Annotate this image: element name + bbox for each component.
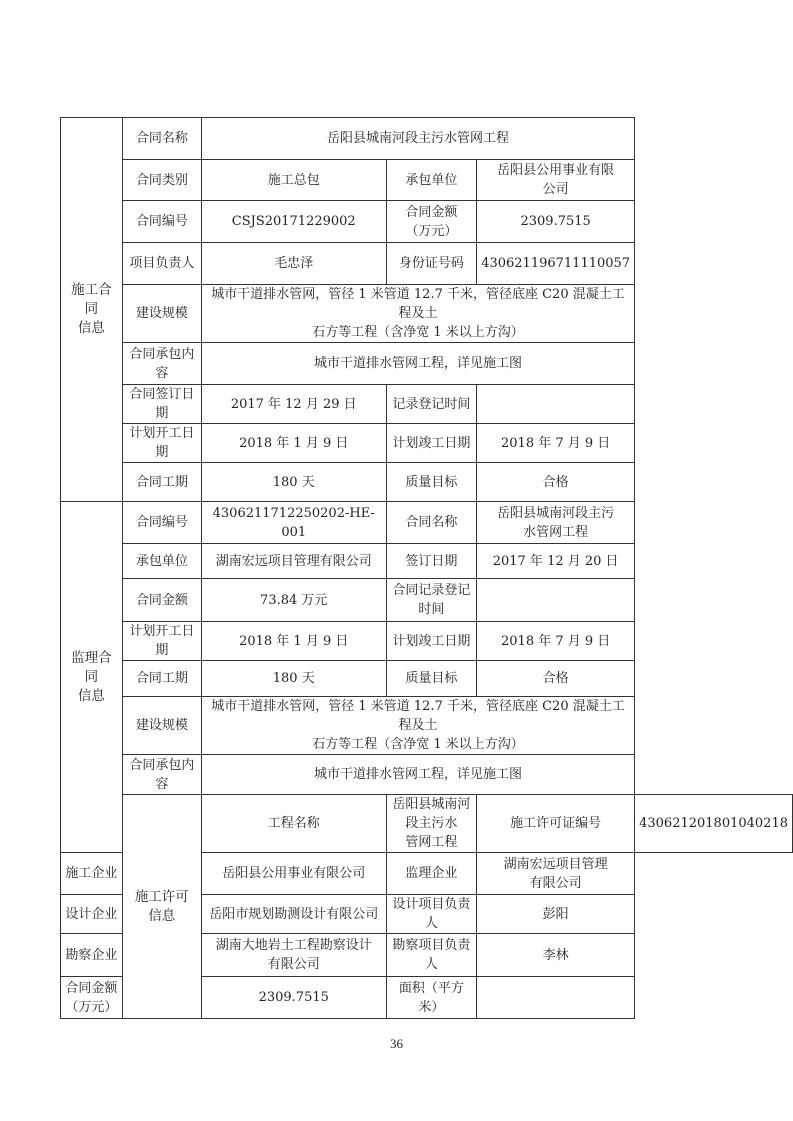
field-value: 岳阳县公用事业有限公司 — [201, 853, 386, 895]
field-label: 勘察项目负责人 — [386, 934, 477, 977]
field-label: 项目负责人 — [122, 243, 201, 285]
field-label: 合同编号 — [122, 201, 201, 243]
field-value — [477, 977, 635, 1019]
field-value: 430621196711110057 — [477, 243, 635, 285]
table-row — [61, 661, 793, 697]
table-row — [61, 544, 793, 579]
field-value: 2018 年 1 月 9 日 — [201, 622, 386, 661]
field-label: 监理企业 — [386, 853, 477, 895]
field-value: 430621201801040218 — [635, 795, 793, 853]
field-value: 180 天 — [201, 463, 386, 502]
field-value: 2018 年 1 月 9 日 — [201, 424, 386, 463]
field-value: 73.84 万元 — [201, 579, 386, 622]
field-label: 施工许可证编号 — [477, 795, 635, 853]
table-row — [61, 579, 793, 622]
field-label: 合同名称 — [122, 118, 201, 160]
field-value: 城市干道排水管网工程，详见施工图 — [201, 343, 634, 385]
field-label: 合同金额 （万元） — [386, 201, 477, 243]
table-row — [61, 160, 793, 201]
field-label: 建设规模 — [122, 697, 201, 755]
field-value: 毛忠泽 — [201, 243, 386, 285]
table-row — [61, 201, 793, 243]
field-label: 合同金额 — [122, 579, 201, 622]
field-value — [477, 579, 635, 622]
field-label: 建设规模 — [122, 285, 201, 343]
field-label: 面积（平方米） — [386, 977, 477, 1019]
field-value: 施工总包 — [201, 160, 386, 201]
field-label: 施工企业 — [61, 853, 123, 895]
field-label: 记录登记时间 — [386, 385, 477, 424]
field-label: 合同工期 — [122, 661, 201, 697]
page-number: 36 — [390, 1036, 403, 1051]
table-row — [61, 343, 793, 385]
field-value: 合格 — [477, 463, 635, 502]
field-label: 身份证号码 — [386, 243, 477, 285]
table-row — [61, 285, 793, 343]
section-construction-contract: 施工合同 信息 — [61, 118, 123, 502]
field-label: 合同类别 — [122, 160, 201, 201]
field-value — [477, 385, 635, 424]
field-value: 4306211712250202-HE-001 — [201, 502, 386, 544]
table-row — [61, 463, 793, 502]
table-row — [61, 502, 793, 544]
project-info-table — [60, 117, 793, 1019]
field-value: 岳阳县城南河段主污水 管网工程 — [386, 795, 477, 853]
field-value: 合格 — [477, 661, 635, 697]
field-label: 合同名称 — [386, 502, 477, 544]
field-value: 180 天 — [201, 661, 386, 697]
field-value: 湖南宏远项目管理 有限公司 — [477, 853, 635, 895]
field-label: 勘察企业 — [61, 934, 123, 977]
field-label: 计划竣工日期 — [386, 622, 477, 661]
field-label: 合同承包内容 — [122, 343, 201, 385]
field-label: 质量目标 — [386, 661, 477, 697]
field-label: 合同承包内容 — [122, 755, 201, 795]
table-row — [61, 424, 793, 463]
field-value: 岳阳县城南河段主污水管网工程 — [201, 118, 634, 160]
table-row — [61, 243, 793, 285]
field-value: 城市干道排水管网，管径 1 米管道 12.7 千米，管径底座 C20 混凝土工程及土 石方等工程（含净宽 1 米以上方沟） — [201, 697, 634, 755]
field-label: 计划开工日期 — [122, 424, 201, 463]
table-row — [61, 755, 793, 795]
table-row — [61, 697, 793, 755]
field-label: 承包单位 — [386, 160, 477, 201]
field-value: 2017 年 12 月 20 日 — [477, 544, 635, 579]
field-value: 城市干道排水管网工程，详见施工图 — [201, 755, 634, 795]
field-value: CSJS20171229002 — [201, 201, 386, 243]
field-value: 岳阳市规划勘测设计有限公司 — [201, 895, 386, 934]
field-label: 设计企业 — [61, 895, 123, 934]
field-value: 城市干道排水管网，管径 1 米管道 12.7 千米，管径底座 C20 混凝土工程及土 石方等工程（含净宽 1 米以上方沟） — [201, 285, 634, 343]
table-row — [61, 622, 793, 661]
field-label: 合同工期 — [122, 463, 201, 502]
section-construction-permit: 施工许可 信息 — [122, 795, 201, 1019]
field-value: 2018 年 7 月 9 日 — [477, 424, 635, 463]
field-label: 合同编号 — [122, 502, 201, 544]
field-label: 计划开工日期 — [122, 622, 201, 661]
field-label: 合同签订日期 — [122, 385, 201, 424]
field-value: 2018 年 7 月 9 日 — [477, 622, 635, 661]
field-label: 合同金额 （万元） — [61, 977, 123, 1019]
table-row — [61, 795, 793, 853]
field-value: 2309.7515 — [477, 201, 635, 243]
table-row — [61, 385, 793, 424]
field-label: 承包单位 — [122, 544, 201, 579]
field-label: 设计项目负责人 — [386, 895, 477, 934]
field-value: 湖南宏远项目管理有限公司 — [201, 544, 386, 579]
field-label: 质量目标 — [386, 463, 477, 502]
field-value: 岳阳县公用事业有限 公司 — [477, 160, 635, 201]
section-supervision-contract: 监理合同 信息 — [61, 502, 123, 853]
field-value: 2309.7515 — [201, 977, 386, 1019]
field-value: 湖南大地岩土工程勘察设计 有限公司 — [201, 934, 386, 977]
field-label: 合同记录登记 时间 — [386, 579, 477, 622]
field-label: 工程名称 — [201, 795, 386, 853]
field-value: 彭阳 — [477, 895, 635, 934]
field-value: 岳阳县城南河段主污 水管网工程 — [477, 502, 635, 544]
field-value: 2017 年 12 月 29 日 — [201, 385, 386, 424]
table-row — [61, 118, 793, 160]
field-label: 计划竣工日期 — [386, 424, 477, 463]
field-label: 签订日期 — [386, 544, 477, 579]
field-value: 李林 — [477, 934, 635, 977]
